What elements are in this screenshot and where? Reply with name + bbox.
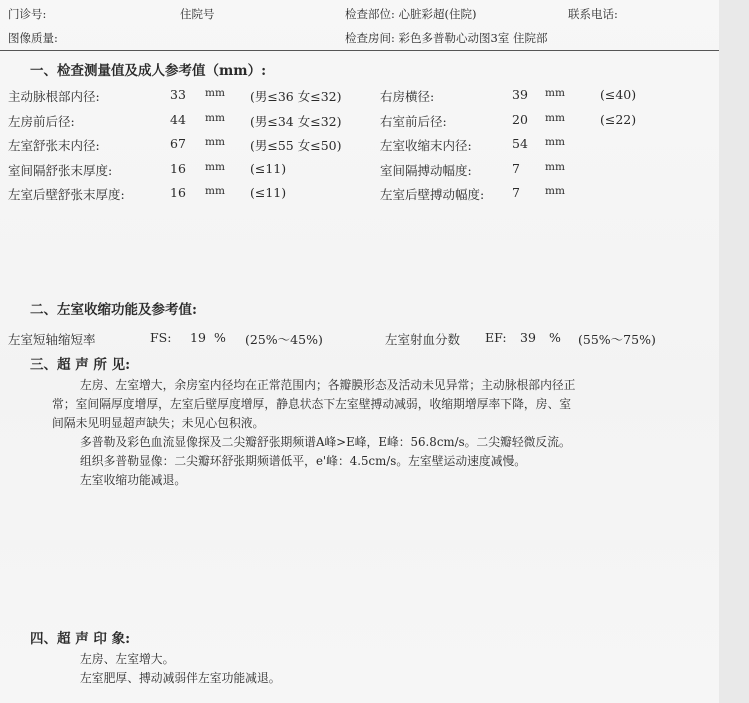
section-3-title: 三、超 声 所 见:: [30, 357, 131, 373]
reference-range: (男≤55 女≤50): [250, 138, 342, 153]
measurement-value: 39: [512, 87, 528, 102]
measurement-row: [0, 185, 719, 203]
ef-unit: %: [549, 330, 561, 345]
ef-label: 左室射血分数: [385, 332, 461, 347]
measurement-row: [0, 87, 719, 105]
measurement-value: 67: [170, 136, 186, 151]
header-row-2: [8, 30, 708, 46]
header-field-exam-site: 检查部位: 心脏彩超(住院): [345, 7, 477, 21]
findings-line: 组织多普勒显像：二尖瓣环舒张期频谱低平，e'峰：4.5cm/s。左室壁运动速度减慢。: [80, 454, 527, 468]
fs-label: 左室短轴缩短率: [8, 332, 96, 347]
header-field-phone: 联系电话:: [568, 7, 618, 21]
header-field-exam-room: 检查房间: 彩色多普勒心动图3室 住院部: [345, 31, 548, 45]
measurement-label: 左室后壁搏动幅度:: [380, 187, 485, 202]
header-field-image-quality: 图像质量:: [8, 31, 58, 45]
section-2-title: 二、左室收缩功能及参考值:: [30, 302, 197, 318]
measurement-value: 20: [512, 111, 528, 127]
findings-line: 左房、左室增大，余房室内径均在正常范围内；各瓣膜形态及活动未见异常；主动脉根部内径正: [80, 378, 576, 392]
fs-value: 19: [190, 330, 206, 345]
header-row-1: [8, 6, 708, 22]
measurement-unit: mm: [205, 160, 225, 173]
measurement-unit: mm: [205, 111, 225, 124]
measurement-label: 左室后壁舒张末厚度:: [8, 187, 125, 202]
reference-range: (≤11): [250, 185, 287, 200]
reference-range: (≤11): [250, 160, 287, 176]
findings-line: 间隔未见明显超声缺失；未见心包积液。: [52, 416, 265, 430]
measurement-unit: mm: [545, 160, 565, 173]
fs-unit: %: [214, 330, 226, 345]
fs-row: [0, 330, 719, 348]
findings-line: 常；室间隔厚度增厚，左室后壁厚度增厚，静息状态下左室壁搏动减弱，收缩期增厚率下降，房、室: [52, 397, 572, 411]
measurement-unit: mm: [545, 87, 565, 99]
measurement-value: 7: [512, 160, 520, 176]
measurement-label: 右房横径:: [380, 89, 435, 104]
measurement-row: [0, 112, 719, 130]
measurement-label: 室间隔搏动幅度:: [380, 162, 472, 178]
impression-line: 左房、左室增大。: [80, 652, 175, 666]
measurement-value: 16: [170, 160, 186, 176]
findings-line: 左室收缩功能减退。: [80, 473, 187, 487]
fs-abbr: FS:: [150, 330, 172, 345]
ef-value: 39: [520, 330, 536, 345]
measurement-label: 左室收缩末内径:: [380, 138, 472, 153]
section-4-title: 四、超 声 印 象:: [30, 631, 131, 647]
measurement-label: 右室前后径:: [380, 113, 447, 129]
header-divider: [0, 50, 719, 51]
impression-line: 左室肥厚、搏动减弱伴左室功能减退。: [80, 671, 281, 685]
measurement-unit: mm: [545, 111, 565, 124]
measurement-row: [0, 136, 719, 154]
measurement-label: 室间隔舒张末厚度:: [8, 162, 113, 178]
measurement-label: 主动脉根部内径:: [8, 89, 100, 104]
reference-range: (男≤36 女≤32): [250, 89, 342, 104]
findings-line: 多普勒及彩色血流显像探及二尖瓣舒张期频谱A峰>E峰，E峰：56.8cm/s。二尖瓣轻微反流。: [80, 435, 571, 449]
measurement-value: 54: [512, 136, 528, 151]
measurement-unit: mm: [205, 185, 225, 197]
measurement-value: 7: [512, 185, 520, 200]
measurement-value: 16: [170, 185, 186, 200]
measurement-unit: mm: [205, 136, 225, 148]
measurement-unit: mm: [545, 136, 565, 148]
measurement-unit: mm: [545, 185, 565, 197]
fs-ref: (25%～45%): [245, 332, 323, 347]
measurement-value: 33: [170, 87, 186, 102]
measurement-label: 左房前后径:: [8, 113, 75, 129]
reference-range: (≤40): [600, 87, 637, 102]
ef-abbr: EF:: [485, 330, 507, 345]
measurement-value: 44: [170, 111, 186, 127]
ef-ref: (55%～75%): [578, 332, 656, 347]
reference-range: (≤22): [600, 111, 637, 127]
measurement-row: [0, 161, 719, 179]
measurement-unit: mm: [205, 87, 225, 99]
measurement-label: 左室舒张末内径:: [8, 138, 100, 153]
header-field-inpatient: 住院号: [180, 7, 215, 21]
reference-range: (男≤34 女≤32): [250, 113, 342, 129]
header-field-outpatient: 门诊号:: [8, 7, 47, 21]
section-1-title: 一、检查测量值及成人参考值（mm）:: [30, 63, 267, 79]
